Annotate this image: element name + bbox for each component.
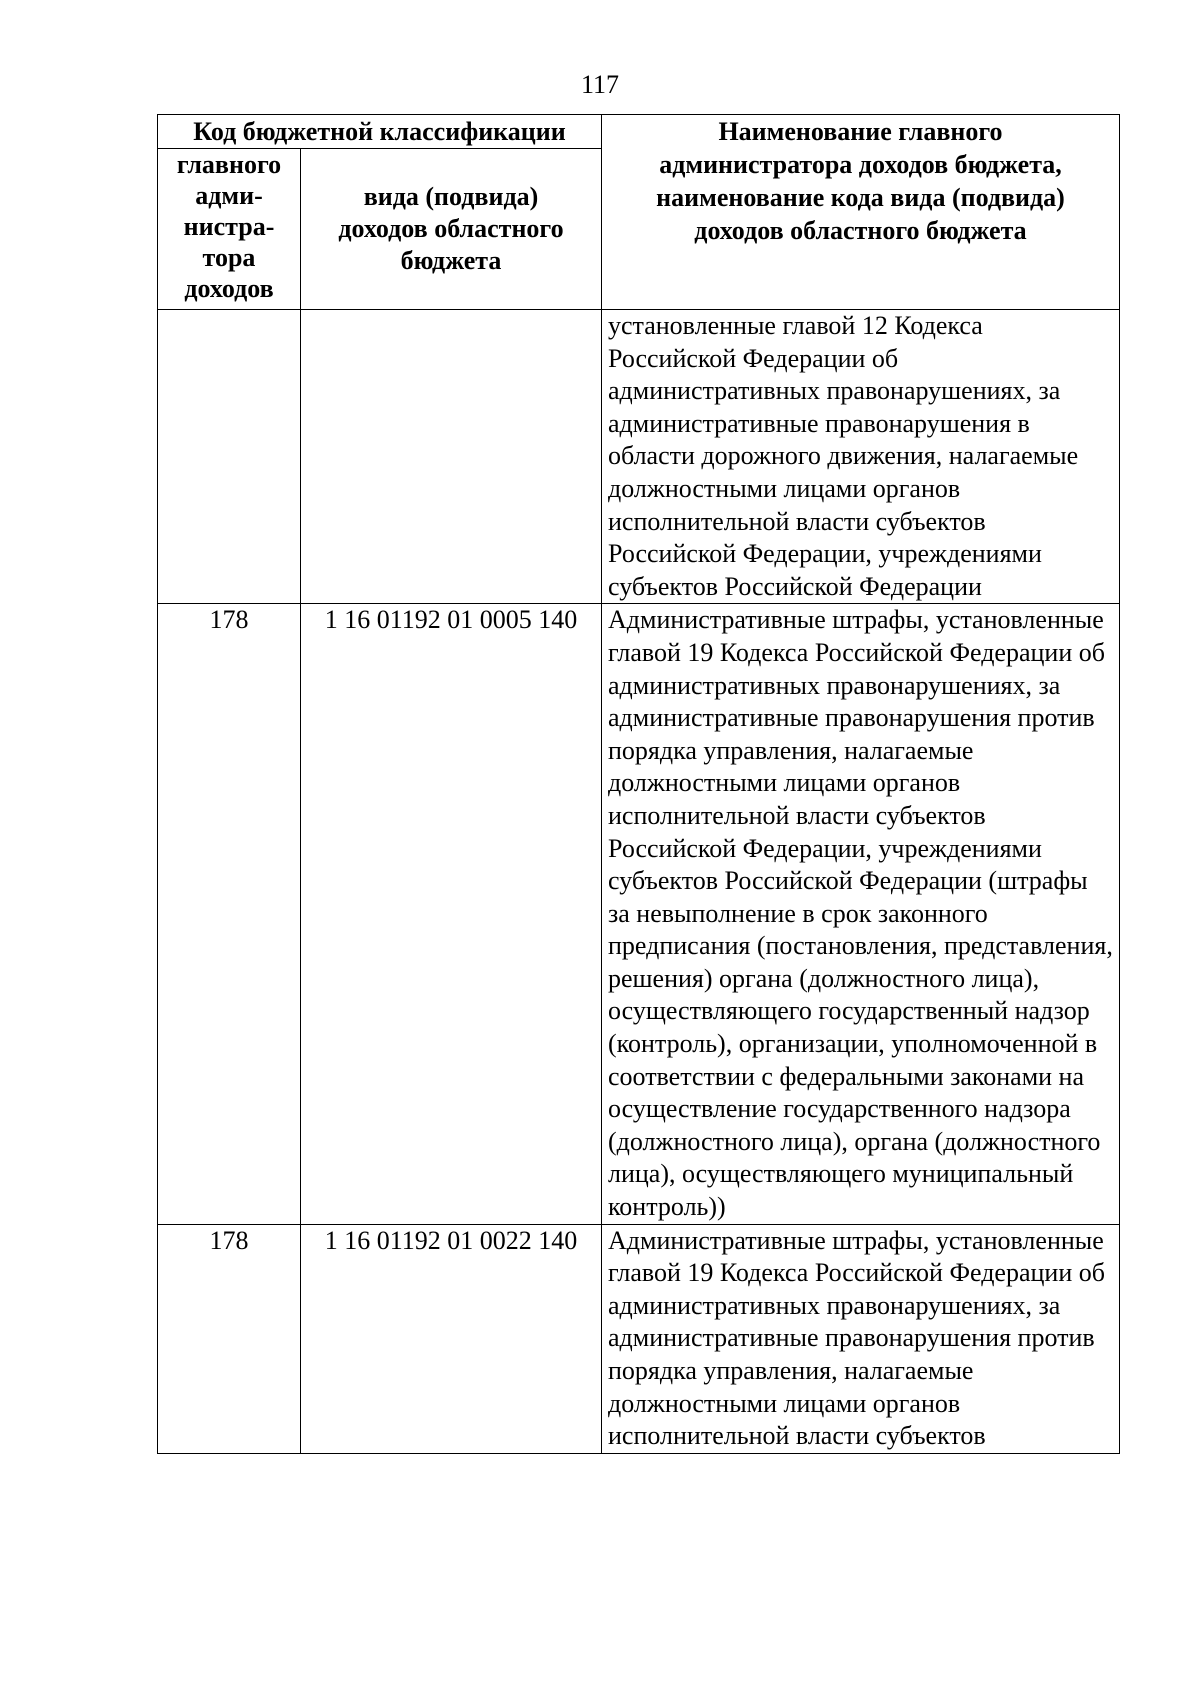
header-income-line: бюджета xyxy=(400,246,502,275)
header-admin-line: адми- xyxy=(195,181,263,210)
income-code-cell xyxy=(301,310,602,604)
header-row-group xyxy=(158,115,1120,149)
header-main-administrator xyxy=(158,149,301,310)
header-name-line: Наименование главного xyxy=(718,117,1003,146)
page-number: 117 xyxy=(580,70,620,99)
income-code-cell: 1 16 01192 01 0005 140 xyxy=(301,604,602,1224)
admin-code-cell: 178 xyxy=(158,1224,301,1453)
table-row xyxy=(158,1224,1120,1453)
header-admin-line: доходов xyxy=(184,274,274,303)
header-admin-line: главного xyxy=(176,150,282,179)
header-budget-classification-code: Код бюджетной классификации xyxy=(158,115,602,149)
header-income-line: вида (подвида) xyxy=(363,182,539,211)
income-code-cell: 1 16 01192 01 0022 140 xyxy=(301,1224,602,1453)
admin-code-cell: 178 xyxy=(158,604,301,1224)
header-admin-line: тора xyxy=(202,243,256,272)
header-name-line: доходов областного бюджета xyxy=(694,216,1027,245)
name-cell: Административные штрафы, установленные главой 19 Кодекса Российской Федерации об административных правонарушениях, за административные правонарушения против порядка управления, налагаемые должностными лицами органов исполнительной власти субъектов xyxy=(602,1224,1120,1453)
budget-classification-table xyxy=(157,114,1120,1454)
header-administrator-name xyxy=(602,115,1120,310)
header-name-line: администратора доходов бюджета, xyxy=(659,150,1062,179)
name-cell: установленные главой 12 Кодекса Российской Федерации об административных правонарушениях, за административные правонарушения в области дорожного движения, налагаемые должностными лицами органов исполнительной власти субъектов Российской Федерации, учреждениями субъектов Российской Федерации xyxy=(602,310,1120,604)
header-admin-line: нистра- xyxy=(183,212,275,241)
table-row xyxy=(158,310,1120,604)
header-income-line: доходов областного xyxy=(338,214,564,243)
admin-code-cell xyxy=(158,310,301,604)
header-name-line: наименование кода вида (подвида) xyxy=(656,183,1065,212)
header-income-type xyxy=(301,149,602,310)
table-row xyxy=(158,604,1120,1224)
name-cell: Административные штрафы, установленные главой 19 Кодекса Российской Федерации об административных правонарушениях, за административные правонарушения против порядка управления, налагаемые должностными лицами органов исполнительной власти субъектов Российской Федерации, учреждениями субъектов Российской Федерации (штрафы за невыполнение в срок законного предписания (постановления, представления, решения) органа (должностного лица), осуществляющего государственный надзор (контроль), организации, уполномоченной в соответствии с федеральными законами на осуществление государственного надзора (должностного лица), органа (должностного лица), осуществляющего муниципальный контроль)) xyxy=(602,604,1120,1224)
